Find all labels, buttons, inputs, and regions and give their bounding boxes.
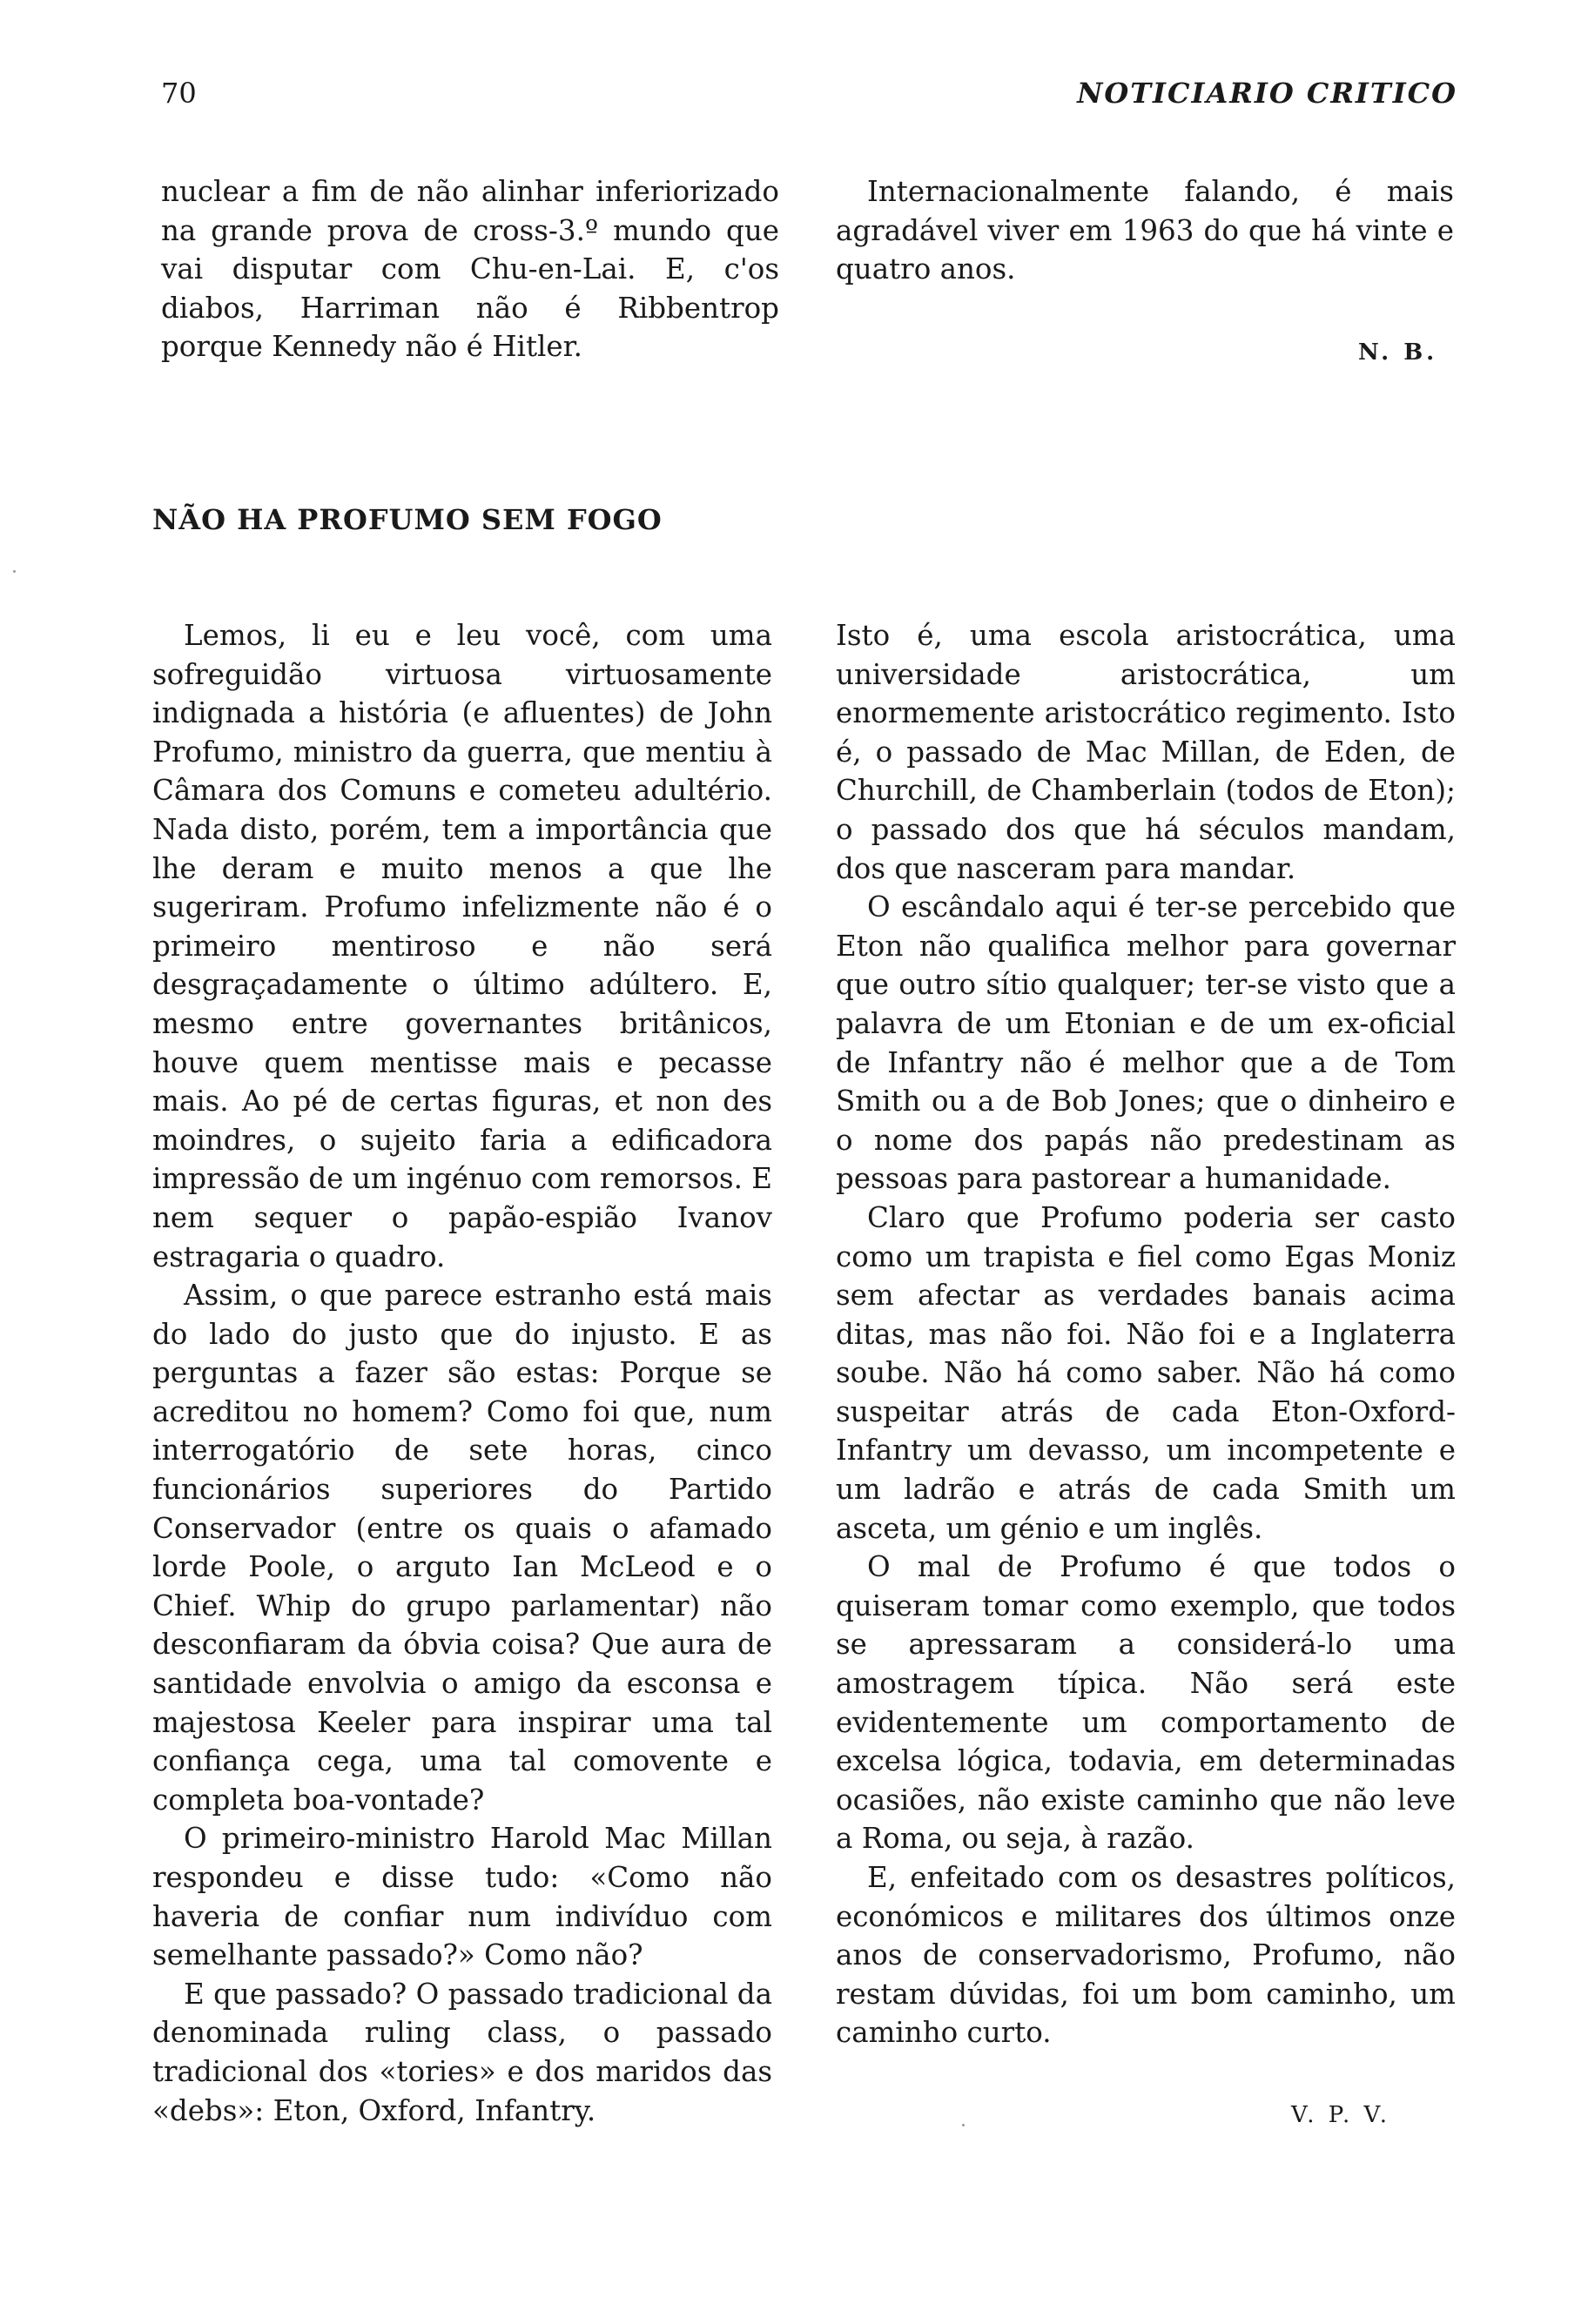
paragraph: Claro que Profumo poderia ser casto como um trapista e fiel como Egas Moniz sem afectar as verdades banais acima ditas, mas não foi. Não foi e a Inglaterra soube. Não há como saber. Não há como suspeitar atrás de cada Eton-Oxford-Infantry um devasso, um incompetente e um ladrão e atrás de cada Smith um asceta, um génio e um inglês. bbox=[836, 1200, 1456, 1545]
article-left-column bbox=[152, 616, 772, 2130]
signature-nb: N. B. bbox=[1358, 339, 1438, 366]
page-header bbox=[161, 77, 1457, 120]
article-right-column bbox=[836, 616, 1456, 2052]
paragraph: Assim, o que parece estranho está mais do lado do justo que do injusto. E as perguntas a fazer são estas: Porque se acreditou no homem? Como foi que, num interrogatório de sete horas, cinco funcionários superiores do Partido Conservador (entre os quais o afamado lorde Poole, o arguto Ian McLeod e o Chief. Whip do grupo parlamentar) não desconfiaram da óbvia coisa? Que aura de santidade envolvia o amigo da esconsa e majestosa Keeler para inspirar uma tal confiança cega, uma tal comovente e completa boa-vontade? bbox=[152, 1279, 772, 1817]
page-number: 70 bbox=[161, 77, 197, 110]
previous-article-left-column bbox=[161, 172, 779, 366]
article-title: NÃO HA PROFUMO SEM FOGO bbox=[152, 503, 663, 536]
signature-vpv: V. P. V. bbox=[1291, 2102, 1391, 2128]
paragraph: E, enfeitado com os desastres políticos, económicos e militares dos últimos onze anos de conservadorismo, Profumo, não restam dúvidas, foi um bom caminho, um caminho curto. bbox=[836, 1861, 1456, 2050]
paragraph: E que passado? O passado tradicional da denominada ruling class, o passado tradicional dos «tories» e dos maridos das «debs»: Eton, Oxford, Infantry. bbox=[152, 1977, 772, 2127]
paragraph: O primeiro-ministro Harold Mac Millan respondeu e disse tudo: «Como não haveria de confiar num indivíduo com semelhante passado?» Como não? bbox=[152, 1822, 772, 1972]
speck-mark bbox=[13, 570, 16, 573]
paragraph: O mal de Profumo é que todos o quiseram tomar como exemplo, que todos se apressaram a considerá-lo uma amostragem típica. Não será este evidentemente um comportamento de excelsa lógica, todavia, em determinadas ocasiões, não existe caminho que não leve a Roma, ou seja, à razão. bbox=[836, 1550, 1456, 1856]
paragraph: nuclear a fim de não alinhar inferiorizado na grande prova de cross-3.º mundo que vai disputar com Chu-en-Lai. E, c'os diabos, Harriman não é Ribbentrop porque Kennedy não é Hitler. bbox=[161, 175, 779, 364]
paragraph: O escândalo aqui é ter-se percebido que Eton não qualifica melhor para governar que outro sítio qualquer; ter-se visto que a palavra de um Etonian e de um ex-oficial de Infantry não é melhor que a de Tom Smith ou a de Bob Jones; que o dinheiro e o nome dos papás não predestinam as pessoas para pastorear a humanidade. bbox=[836, 890, 1456, 1196]
paragraph: Internacionalmente falando, é mais agradável viver em 1963 do que há vinte e quatro anos. bbox=[836, 175, 1454, 286]
paragraph: Lemos, li eu e leu você, com uma sofreguidão virtuosa virtuosamente indignada a história (e afluentes) de John Profumo, ministro da guerra, que mentiu à Câmara dos Comuns e cometeu adultério. Nada disto, porém, tem a importância que lhe deram e muito menos a que lhe sugeriram. Profumo infelizmente não é o primeiro mentiroso e não será desgraçadamente o último adúltero. E, mesmo entre governantes britânicos, houve quem mentisse mais e pecasse mais. Ao pé de certas figuras, et non des moindres, o sujeito faria a edificadora impressão de um ingénuo com remorsos. E nem sequer o papão-espião Ivanov estragaria o quadro. bbox=[152, 619, 772, 1273]
speck-mark bbox=[962, 2124, 965, 2126]
running-head: NOTICIARIO CRITICO bbox=[1077, 77, 1457, 110]
paragraph: Isto é, uma escola aristocrática, uma universidade aristocrática, um enormemente aristocrático regimento. Isto é, o passado de Mac Millan, de Eden, de Churchill, de Chamberlain (todos de Eton); o passado dos que há séculos mandam, dos que nasceram para mandar. bbox=[836, 619, 1456, 885]
previous-article-right-column bbox=[836, 172, 1454, 289]
